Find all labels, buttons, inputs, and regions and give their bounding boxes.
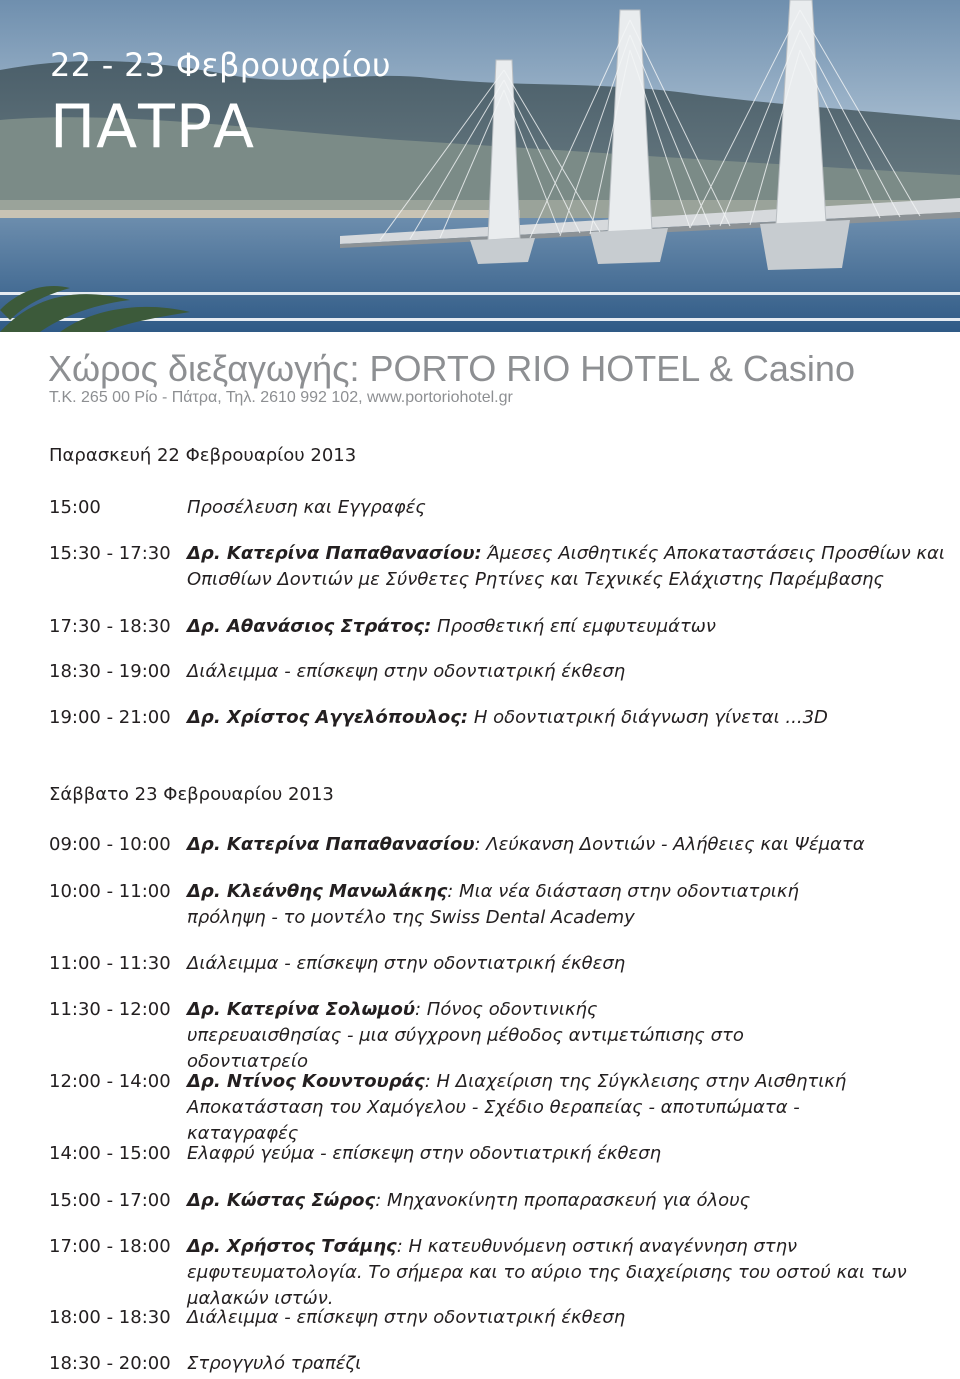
day-title: Παρασκευή 22 Φεβρουαρίου 2013 (49, 445, 357, 466)
session-talk: : Η Διαχείριση της Σύγκλεισης στην Αισθητική Αποκατάσταση του Χαμόγελου - Σχέδιο θεραπείας - αποτυπώματα - καταγραφές (187, 1071, 847, 1144)
session-speaker: Δρ. Κώστας Σώρος (187, 1190, 376, 1211)
session-desc (187, 879, 837, 931)
session-desc (187, 1069, 887, 1147)
venue-title: Χώρος διεξαγωγής: PORTO RIO HOTEL & Casino (48, 348, 855, 389)
session-desc (187, 1188, 947, 1214)
session-time: 11:00 - 11:30 (49, 953, 171, 974)
day-title: Σάββατο 23 Φεβρουαρίου 2013 (49, 784, 334, 805)
session-speaker: Δρ. Ντίνος Κουντουράς (187, 1071, 425, 1092)
session-talk: Προσέλευση και Εγγραφές (187, 497, 426, 518)
session-desc (187, 1141, 947, 1167)
session-time: 09:00 - 10:00 (49, 834, 171, 855)
session-time: 12:00 - 14:00 (49, 1071, 171, 1092)
session-desc (187, 951, 947, 977)
session-time: 15:00 - 17:00 (49, 1190, 171, 1211)
session-speaker: Δρ. Κλεάνθης Μανωλάκης (187, 881, 448, 902)
session-speaker: Δρ. Αθανάσιος Στράτος: (187, 616, 432, 637)
session-talk: : Μηχανοκίνητη προπαρασκευή για όλους (375, 1190, 751, 1211)
session-talk: : Η κατευθυνόμενη οστική αναγέννηση στην εμφυτευματολογία. Το σήμερα και το αύριο της διαχείρισης του οστού και των μαλακών ιστών. (187, 1236, 907, 1309)
session-speaker: Δρ. Κατερίνα Παπαθανασίου: (187, 543, 482, 564)
session-talk: Άμεσες Αισθητικές Αποκαταστάσεις Προσθίων και Οπισθίων Δοντιών με Σύνθετες Ρητίνες και Τεχνικές Ελάχιστης Παρέμβασης (187, 543, 945, 590)
session-talk: Διάλειμμα - επίσκεψη στην οδοντιατρική έκθεση (187, 953, 626, 974)
session-desc (187, 1305, 947, 1331)
session-time: 15:00 (49, 497, 101, 518)
hero-city: ΠΑΤΡΑ (50, 92, 256, 162)
session-desc (187, 541, 947, 593)
session-time: 15:30 - 17:30 (49, 543, 171, 564)
hero-photo (0, 0, 960, 332)
session-talk: Προσθετική επί εμφυτευμάτων (431, 616, 716, 637)
session-speaker: Δρ. Χρήστος Τσάμης (187, 1236, 397, 1257)
session-talk: Διάλειμμα - επίσκεψη στην οδοντιατρική έκθεση (187, 1307, 626, 1328)
session-desc (187, 614, 947, 640)
session-time: 18:30 - 19:00 (49, 661, 171, 682)
session-talk: : Πόνος οδοντινικής υπερευαισθησίας - μια σύγχρονη μέθοδος αντιμετώπισης στο οδοντιατρείο (187, 999, 744, 1072)
venue-address: Τ.Κ. 265 00 Ρίο - Πάτρα, Τηλ. 2610 992 102, www.portoriohotel.gr (49, 389, 513, 406)
session-talk: : Μια νέα διάσταση στην οδοντιατρική πρόληψη - το μοντέλο της Swiss Dental Academy (187, 881, 799, 928)
session-desc (187, 495, 947, 521)
session-speaker: Δρ. Χρίστος Αγγελόπουλος: (187, 707, 469, 728)
session-speaker: Δρ. Κατερίνα Παπαθανασίου (187, 834, 475, 855)
session-desc (187, 705, 947, 731)
session-desc (187, 832, 947, 858)
session-time: 17:00 - 18:00 (49, 1236, 171, 1257)
session-desc (187, 1234, 927, 1312)
session-desc (187, 659, 947, 685)
session-time: 18:00 - 18:30 (49, 1307, 171, 1328)
session-talk: Στρογγυλό τραπέζι (187, 1353, 362, 1374)
session-time: 11:30 - 12:00 (49, 999, 171, 1020)
hero-date: 22 - 23 Φεβρουαρίου (50, 46, 391, 84)
session-time: 18:30 - 20:00 (49, 1353, 171, 1374)
session-talk: Η οδοντιατρική διάγνωση γίνεται ...3D (468, 707, 828, 728)
session-desc (187, 997, 747, 1075)
session-time: 19:00 - 21:00 (49, 707, 171, 728)
session-talk: Ελαφρύ γεύμα - επίσκεψη στην οδοντιατρική έκθεση (187, 1143, 662, 1164)
session-speaker: Δρ. Κατερίνα Σολωμού (187, 999, 415, 1020)
session-talk: : Λεύκανση Δοντιών - Αλήθειες και Ψέματα (474, 834, 865, 855)
session-time: 17:30 - 18:30 (49, 616, 171, 637)
session-desc (187, 1351, 947, 1377)
session-time: 14:00 - 15:00 (49, 1143, 171, 1164)
session-talk: Διάλειμμα - επίσκεψη στην οδοντιατρική έκθεση (187, 661, 626, 682)
session-time: 10:00 - 11:00 (49, 881, 171, 902)
